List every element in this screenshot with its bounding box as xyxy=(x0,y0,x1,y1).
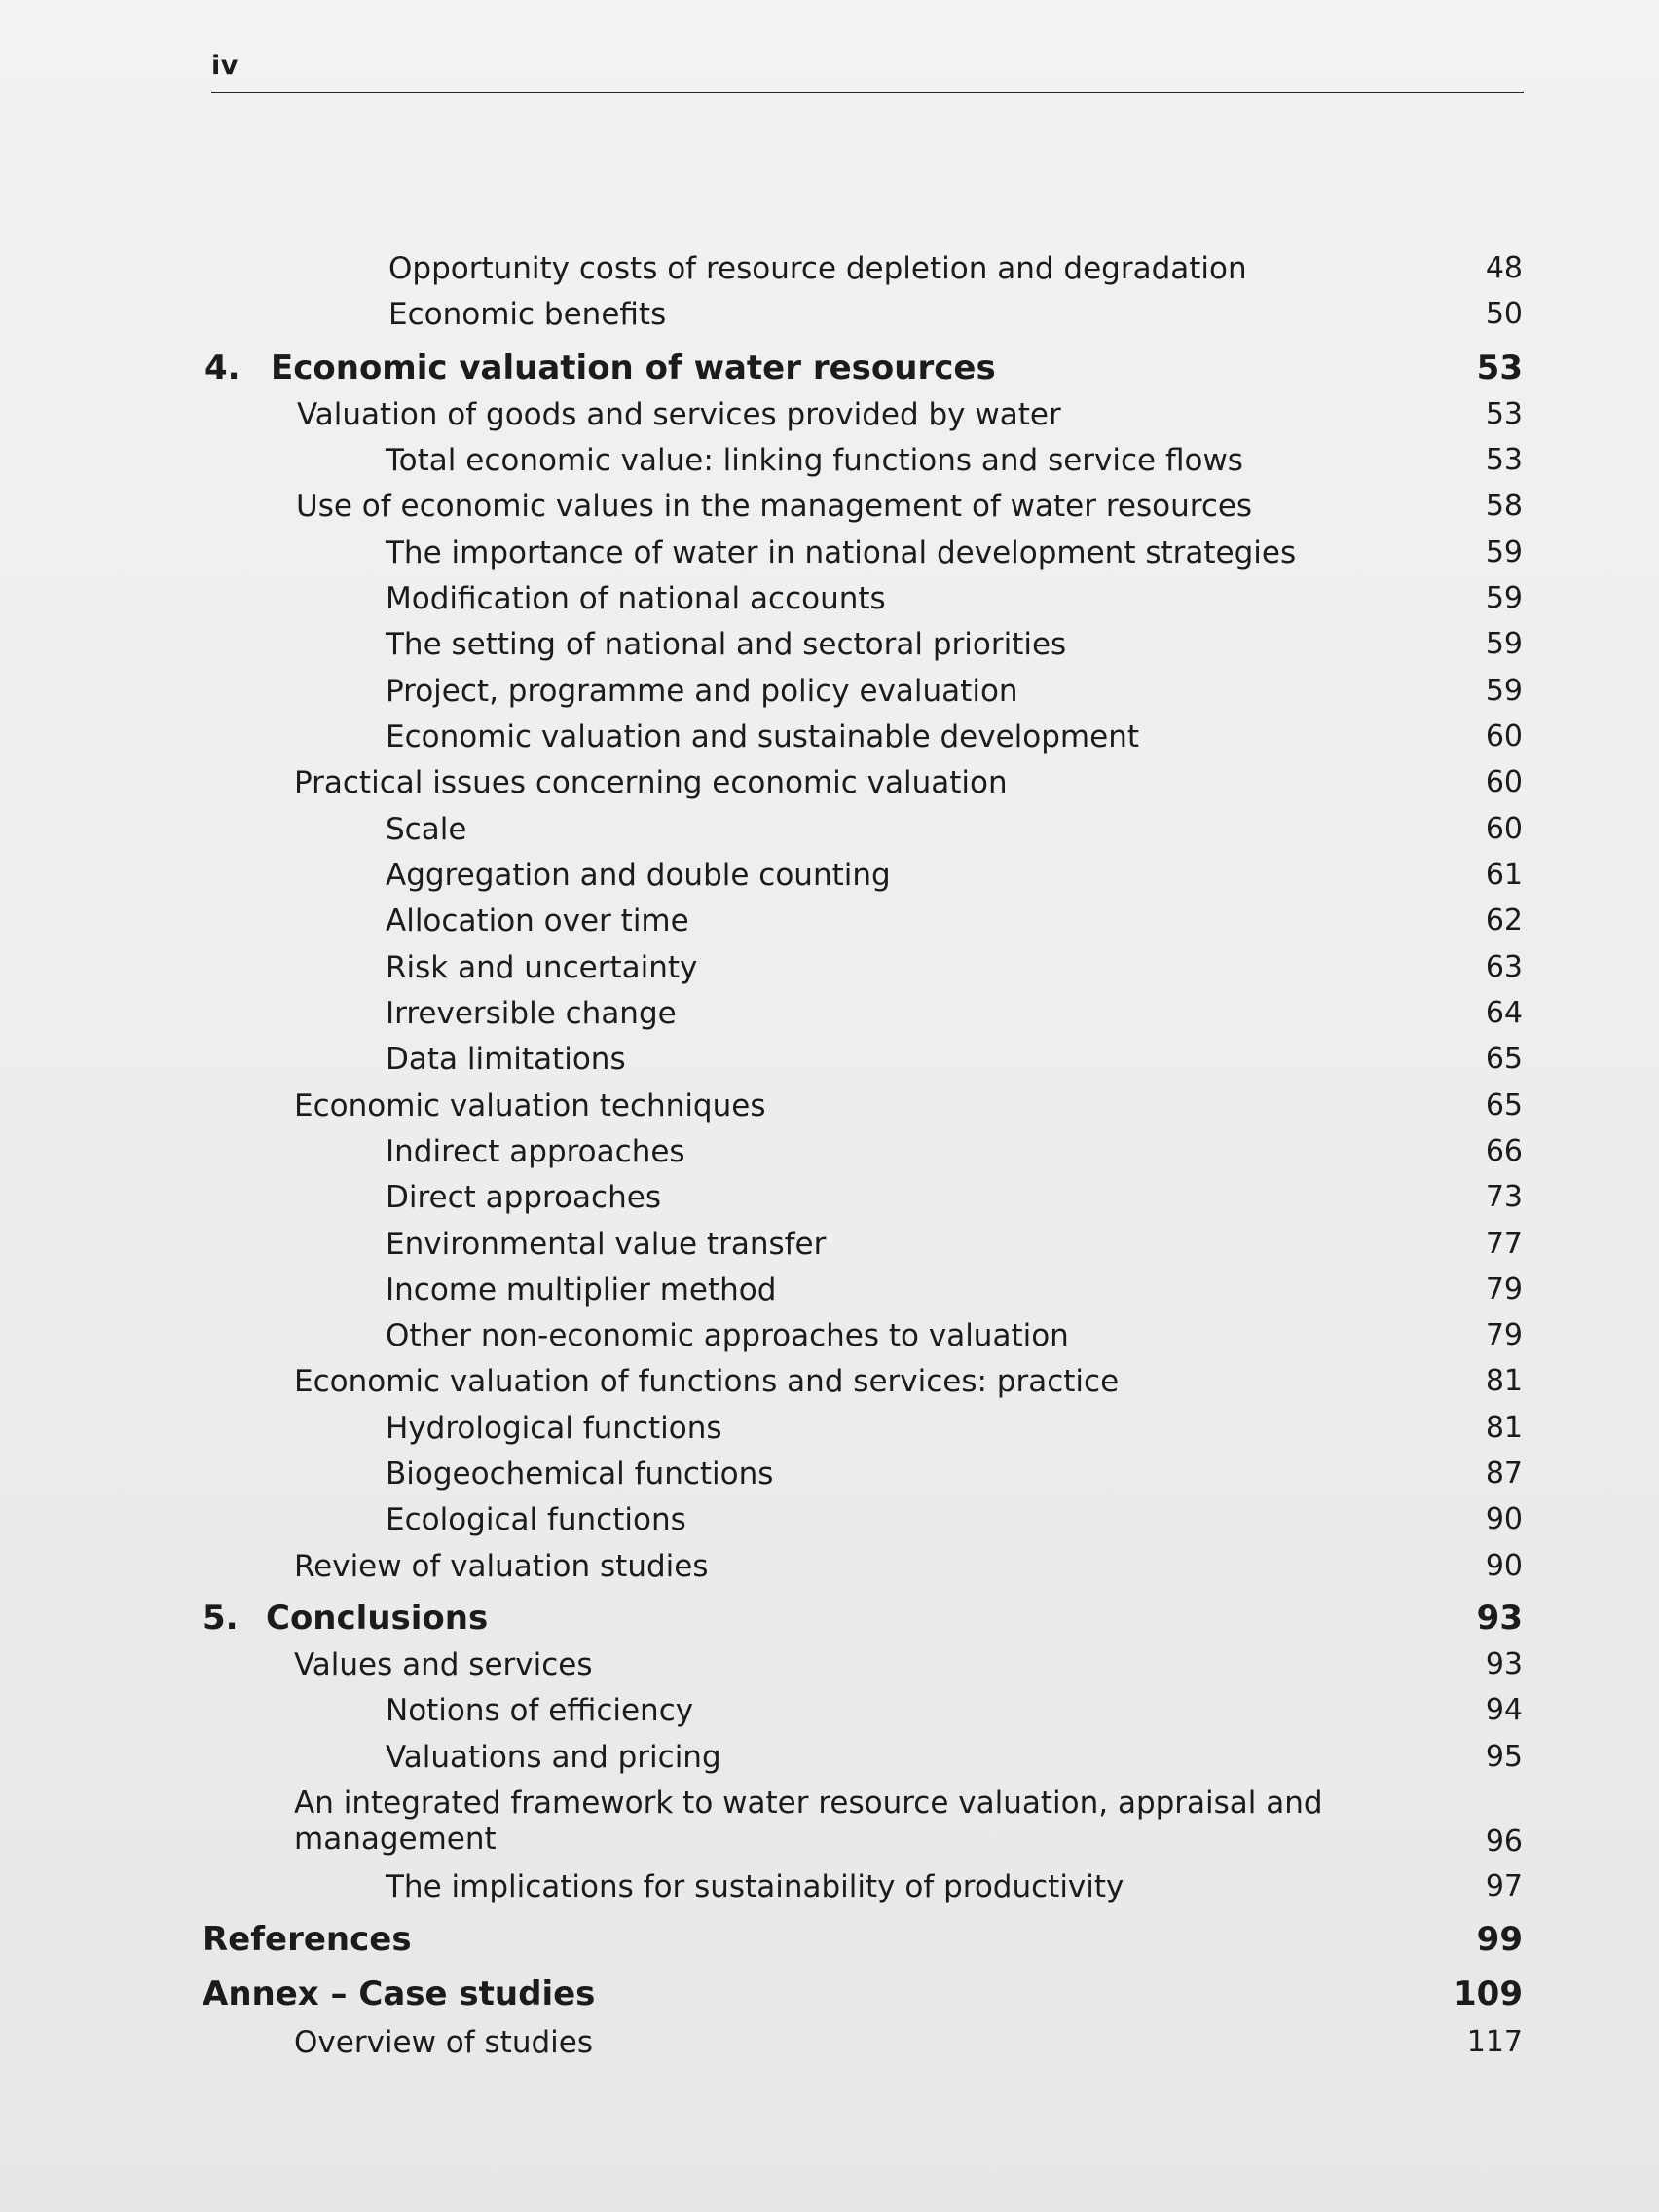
toc-entry-page: 109 xyxy=(1454,1974,1523,2013)
toc-entry xyxy=(0,251,1659,294)
toc-entry-page: 53 xyxy=(1485,397,1523,431)
toc-entry-label: Opportunity costs of resource depletion and degradation xyxy=(388,251,1247,286)
toc-entry-label: Biogeochemical functions xyxy=(386,1456,774,1492)
toc-entry-label: Irreversible change xyxy=(386,996,677,1031)
toc-entry xyxy=(0,1134,1659,1177)
toc-entry xyxy=(0,1502,1659,1545)
toc-entry-page: 66 xyxy=(1485,1134,1523,1168)
chapter-number: 4. xyxy=(204,349,240,387)
toc-entry-page: 99 xyxy=(1476,1920,1523,1959)
toc-entry xyxy=(0,627,1659,670)
toc-entry xyxy=(0,996,1659,1039)
toc-entry xyxy=(0,903,1659,946)
toc-entry-label: Aggregation and double counting xyxy=(386,858,891,893)
toc-entry-page: 93 xyxy=(1485,1647,1523,1681)
toc-entry-page: 94 xyxy=(1485,1693,1523,1727)
toc-entry-label: Income multiplier method xyxy=(386,1272,777,1308)
toc-entry-page: 81 xyxy=(1485,1364,1523,1398)
toc-entry xyxy=(0,765,1659,808)
toc-entry xyxy=(0,1364,1659,1407)
toc-entry xyxy=(0,1693,1659,1736)
toc-entry-label: Use of economic values in the management of water resources xyxy=(296,489,1253,524)
toc-entry-label: Valuations and pricing xyxy=(386,1740,721,1775)
toc-entry-page: 63 xyxy=(1485,950,1523,984)
toc-entry xyxy=(0,2025,1659,2068)
toc-entry xyxy=(0,1411,1659,1454)
toc-entry-label: Scale xyxy=(386,812,467,847)
toc-entry xyxy=(0,297,1659,340)
toc-entry-label: Valuation of goods and services provided by water xyxy=(297,397,1061,432)
toc-entry-page: 60 xyxy=(1485,765,1523,799)
toc-chapter xyxy=(0,349,1659,391)
toc-entry xyxy=(0,1272,1659,1315)
toc-entry-label: Practical issues concerning economic valuation xyxy=(294,765,1008,800)
toc-entry-page: 87 xyxy=(1485,1456,1523,1491)
toc-entry-page: 59 xyxy=(1485,674,1523,708)
toc-entry-label: Environmental value transfer xyxy=(386,1227,827,1262)
chapter-title: Conclusions xyxy=(266,1599,489,1638)
toc-entry-page: 60 xyxy=(1485,812,1523,846)
chapter-number: 5. xyxy=(203,1599,239,1638)
toc-entry xyxy=(0,1869,1659,1912)
toc-entry xyxy=(0,1786,1659,1867)
toc-entry-page: 64 xyxy=(1485,996,1523,1030)
toc-entry xyxy=(0,1740,1659,1783)
toc-entry xyxy=(0,1456,1659,1499)
toc-entry-label: Other non-economic approaches to valuation xyxy=(386,1318,1069,1353)
toc-entry-label: Economic valuation and sustainable development xyxy=(386,719,1140,755)
running-head-page-number: iv xyxy=(211,51,239,81)
toc-entry-page: 59 xyxy=(1485,581,1523,615)
toc-entry xyxy=(0,1549,1659,1592)
toc-entry-label: Risk and uncertainty xyxy=(386,950,698,985)
toc-entry xyxy=(0,1647,1659,1690)
toc-entry-label: Review of valuation studies xyxy=(294,1549,709,1584)
toc-entry-page: 58 xyxy=(1485,489,1523,523)
toc-entry xyxy=(0,1088,1659,1131)
toc-entry xyxy=(0,1318,1659,1361)
toc-entry-label: Ecological functions xyxy=(386,1502,686,1537)
toc-entry-label: An integrated framework to water resource valuation, appraisal and xyxy=(294,1786,1323,1821)
toc-entry-label: Data limitations xyxy=(386,1042,626,1077)
toc-entry xyxy=(0,443,1659,486)
toc-entry-page: 95 xyxy=(1485,1740,1523,1774)
toc-entry-page: 97 xyxy=(1485,1869,1523,1903)
toc-entry-label: Economic benefits xyxy=(388,297,667,332)
toc-entry-label: Direct approaches xyxy=(386,1180,661,1215)
toc-entry-label: References xyxy=(203,1920,412,1959)
toc-entry xyxy=(0,950,1659,993)
toc-entry-page: 90 xyxy=(1485,1502,1523,1536)
toc-entry-label: Project, programme and policy evaluation xyxy=(386,674,1018,709)
toc-entry-page: 60 xyxy=(1485,719,1523,754)
toc-entry xyxy=(0,397,1659,440)
toc-entry-label: Overview of studies xyxy=(294,2025,594,2060)
toc-entry-page: 59 xyxy=(1485,535,1523,570)
toc-entry-page: 50 xyxy=(1485,297,1523,331)
toc-entry xyxy=(0,489,1659,532)
toc-entry-label: Allocation over time xyxy=(386,903,689,939)
chapter-title: Economic valuation of water resources xyxy=(271,349,996,387)
toc-top-entry xyxy=(0,1974,1659,2017)
toc-entry-page: 59 xyxy=(1485,627,1523,661)
toc-entry-page: 81 xyxy=(1485,1411,1523,1445)
toc-entry xyxy=(0,1042,1659,1085)
toc-entry-page: 65 xyxy=(1485,1088,1523,1123)
toc-entry-page: 79 xyxy=(1485,1318,1523,1352)
toc-entry-label: Indirect approaches xyxy=(386,1134,685,1169)
toc-entry-page: 79 xyxy=(1485,1272,1523,1307)
toc-entry-page: 62 xyxy=(1485,903,1523,938)
toc-entry-page: 61 xyxy=(1485,858,1523,892)
toc-entry-label: Hydrological functions xyxy=(386,1411,722,1446)
toc-entry-label: Modification of national accounts xyxy=(386,581,886,616)
toc-entry-page: 73 xyxy=(1485,1180,1523,1214)
toc-entry-page: 48 xyxy=(1485,251,1523,285)
toc-entry xyxy=(0,674,1659,717)
toc-entry xyxy=(0,1227,1659,1270)
toc-entry xyxy=(0,1180,1659,1223)
toc-entry-page: 96 xyxy=(1485,1825,1523,1859)
toc-entry-label: The implications for sustainability of productivity xyxy=(386,1869,1124,1904)
toc-entry-label: The setting of national and sectoral priorities xyxy=(386,627,1067,662)
toc-entry-label-continued: management xyxy=(294,1822,497,1857)
toc-entry xyxy=(0,719,1659,762)
toc-entry-page: 77 xyxy=(1485,1227,1523,1261)
toc-entry-page: 65 xyxy=(1485,1042,1523,1076)
toc-entry-page: 90 xyxy=(1485,1549,1523,1583)
toc-top-entry xyxy=(0,1920,1659,1963)
chapter-page: 93 xyxy=(1476,1599,1523,1638)
toc-entry-label: Economic valuation techniques xyxy=(294,1088,766,1124)
toc-entry xyxy=(0,858,1659,901)
toc-entry-page: 53 xyxy=(1485,443,1523,477)
toc-entry-label: Economic valuation of functions and services: practice xyxy=(294,1364,1120,1399)
toc-entry xyxy=(0,535,1659,578)
toc-entry xyxy=(0,812,1659,855)
toc-entry-page: 117 xyxy=(1466,2025,1523,2059)
toc-entry-label: The importance of water in national development strategies xyxy=(386,535,1297,571)
toc-entry-label: Total economic value: linking functions and service flows xyxy=(386,443,1243,478)
toc-entry-label: Values and services xyxy=(294,1647,593,1682)
toc-chapter xyxy=(0,1599,1659,1641)
chapter-page: 53 xyxy=(1476,349,1523,387)
toc-entry-label: Annex – Case studies xyxy=(203,1974,596,2013)
toc-entry-label: Notions of efficiency xyxy=(386,1693,694,1728)
toc-entry xyxy=(0,581,1659,624)
